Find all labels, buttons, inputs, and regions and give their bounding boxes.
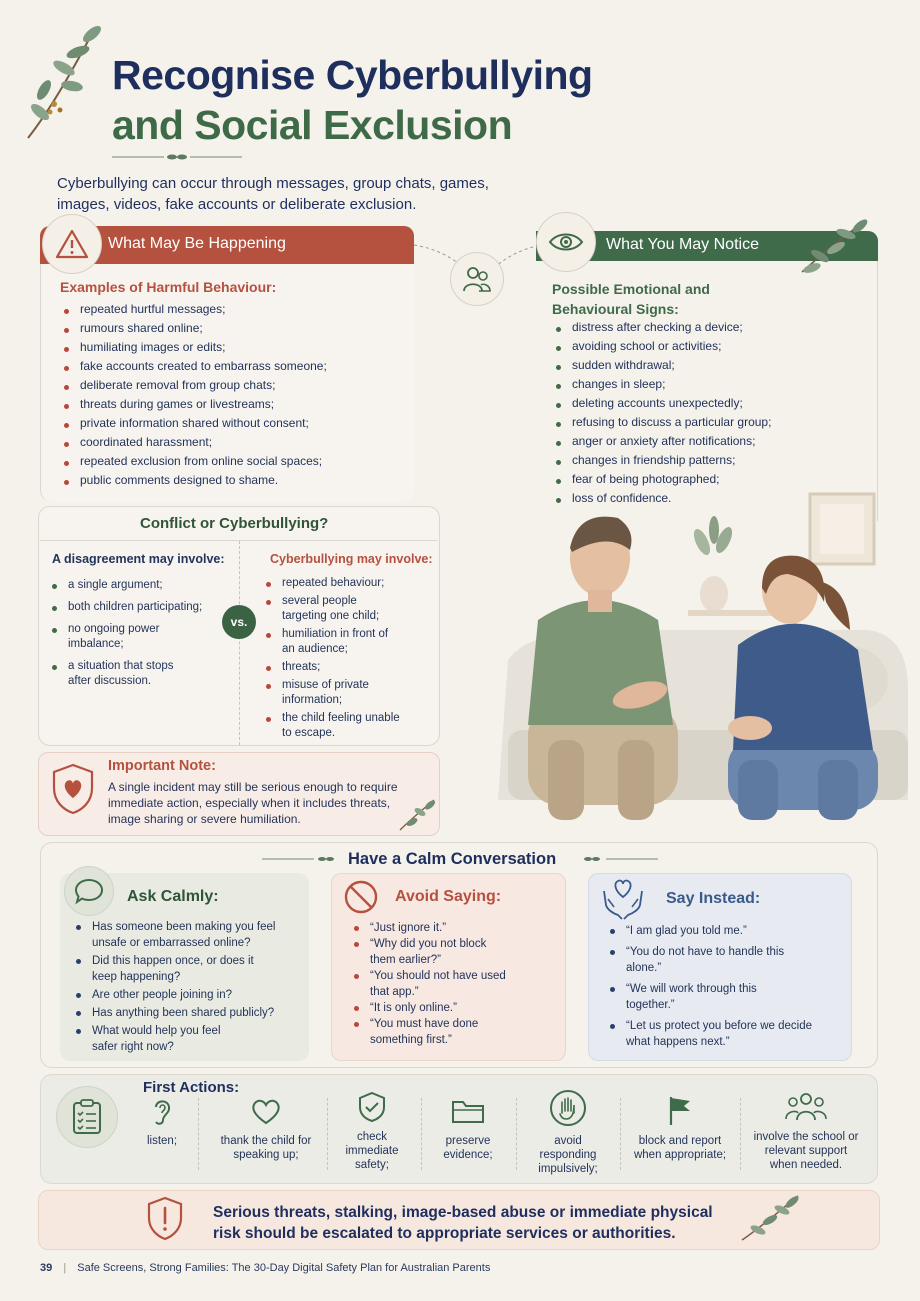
action-label: thank the child for speaking up;: [220, 1135, 312, 1161]
list-item: “You must have done something first.”: [350, 1016, 480, 1048]
heart-shield-icon: [50, 762, 96, 816]
list-item: threats;: [262, 660, 432, 675]
avoid-title: Avoid Saying:: [395, 888, 502, 905]
list-item: “Let us protect you before we decide what happens next.”: [606, 1018, 816, 1050]
list-item: fake accounts created to embarrass someone;: [60, 360, 410, 373]
note-title: Important Note:: [108, 758, 216, 774]
list-item: “I am glad you told me.”: [606, 923, 836, 939]
stop-hand-icon: [549, 1089, 587, 1127]
action-check-safety: [336, 1090, 408, 1172]
list-item: a situation that stops after discussion.: [48, 659, 188, 689]
action-label: block and report when appropriate;: [633, 1135, 727, 1161]
action-divider: [740, 1098, 741, 1170]
prohibited-icon: [343, 879, 379, 915]
action-thank: [210, 1094, 322, 1162]
list-item: changes in sleep;: [552, 378, 872, 391]
conversation-title: Have a Calm Conversation: [348, 850, 557, 868]
say-list: [606, 923, 836, 1050]
list-item: anger or anxiety after notifications;: [552, 435, 872, 448]
warning-text: Serious threats, stalking, image-based abuse or immediate physical risk should be escalated to appropriate services or authorities.: [213, 1204, 713, 1242]
action-label: preserve evidence;: [443, 1135, 493, 1161]
footer-separator: |: [63, 1262, 67, 1274]
shield-check-icon: [358, 1091, 386, 1123]
leaf-branch-icon: [20, 20, 110, 145]
action-block-report: [628, 1094, 732, 1162]
list-item: rumours shared online;: [60, 322, 410, 335]
list-item: coordinated harassment;: [60, 436, 410, 449]
parent-child-illustration: [488, 490, 920, 830]
cyberbullying-list: [262, 576, 432, 741]
action-label: involve the school or relevant support when needed.: [753, 1131, 859, 1171]
eye-icon: [548, 231, 584, 253]
action-divider: [421, 1098, 422, 1170]
header-label: What May Be Happening: [108, 235, 286, 252]
happening-list: [60, 303, 410, 493]
conflict-column-divider: [239, 541, 240, 745]
title-divider-icon: [262, 853, 342, 865]
list-item: public comments designed to shame.: [60, 474, 410, 487]
list-item: Did this happen once, or does it keep happening?: [72, 953, 272, 985]
checklist-badge: [56, 1086, 118, 1148]
list-item: a single argument;: [48, 578, 218, 593]
eye-badge: [536, 212, 596, 272]
list-item: deleting accounts unexpectedly;: [552, 397, 872, 410]
list-item: avoiding school or activities;: [552, 340, 872, 353]
action-preserve: [432, 1094, 504, 1162]
list-item: both children participating;: [48, 600, 218, 615]
group-icon: [784, 1092, 828, 1122]
list-item: no ongoing power imbalance;: [48, 622, 178, 652]
list-item: refusing to discuss a particular group;: [552, 416, 872, 429]
list-item: private information shared without consent;: [60, 417, 410, 430]
first-actions-title: First Actions:: [143, 1079, 240, 1096]
list-item: Are other people joining in?: [72, 987, 302, 1003]
list-item: misuse of private information;: [262, 678, 372, 708]
list-item: “We will work through this together.”: [606, 981, 776, 1013]
warning-triangle-badge: [42, 214, 102, 274]
action-divider: [620, 1098, 621, 1170]
heart-hands-icon: [600, 877, 646, 921]
note-text: A single incident may still be serious enough to require immediate action, especially when it includes threats, image sharing or severe humiliation.: [108, 780, 398, 826]
folder-icon: [451, 1097, 485, 1125]
list-item: repeated exclusion from online social spaces;: [60, 455, 410, 468]
notice-subtitle: Possible Emotional and Behavioural Signs:: [552, 281, 710, 317]
page-title: Recognise Cyberbullying: [112, 52, 593, 98]
cyberbullying-title: Cyberbullying may involve:: [270, 552, 433, 566]
action-listen: [134, 1094, 190, 1148]
list-item: Has someone been making you feel unsafe or embarrassed online?: [72, 919, 302, 951]
list-item: several people targeting one child;: [262, 594, 402, 624]
list-item: distress after checking a device;: [552, 321, 872, 334]
heart-icon: [250, 1097, 282, 1125]
list-item: deliberate removal from group chats;: [60, 379, 410, 392]
list-item: “You do not have to handle this alone.”: [606, 944, 796, 976]
happening-subtitle: Examples of Harmful Behaviour:: [60, 279, 277, 295]
page-subtitle: and Social Exclusion: [112, 102, 513, 148]
list-item: sudden withdrawal;: [552, 359, 872, 372]
action-label: check immediate safety;: [345, 1131, 399, 1171]
list-item: threats during games or livestreams;: [60, 398, 410, 411]
title-divider-icon: [580, 853, 660, 865]
title-divider-icon: [112, 150, 242, 164]
avoid-list: [350, 920, 550, 1048]
conflict-title: Conflict or Cyberbullying?: [140, 515, 329, 532]
notice-list: [552, 321, 872, 511]
chat-badge: [64, 866, 114, 916]
action-divider: [198, 1098, 199, 1170]
people-icon: [461, 265, 493, 293]
action-involve-school: [750, 1090, 862, 1172]
list-item: the child feeling unable to escape.: [262, 711, 402, 741]
intro-text: Cyberbullying can occur through messages, group chats, games, images, videos, fake accounts or deliberate exclusion.: [57, 175, 489, 213]
list-item: repeated hurtful messages;: [60, 303, 410, 316]
chat-bubble-icon: [74, 877, 104, 905]
shield-alert-icon: [146, 1196, 184, 1242]
action-divider: [516, 1098, 517, 1170]
disagreement-title: A disagreement may involve:: [52, 552, 225, 566]
say-title: Say Instead:: [666, 890, 761, 907]
page-number: 39: [40, 1262, 53, 1274]
list-item: “It is only online.”: [350, 1000, 550, 1016]
people-badge: [450, 252, 504, 306]
header-label: What You May Notice: [606, 236, 759, 253]
list-item: changes in friendship patterns;: [552, 454, 872, 467]
warning-triangle-icon: [55, 229, 89, 259]
list-item: “Why did you not block them earlier?”: [350, 936, 500, 968]
leaf-sprig-icon: [798, 214, 870, 276]
list-item: repeated behaviour;: [262, 576, 432, 591]
ask-title: Ask Calmly:: [127, 888, 219, 905]
ask-list: [72, 919, 302, 1055]
action-divider: [327, 1098, 328, 1170]
ear-icon: [150, 1095, 174, 1127]
list-item: humiliating images or edits;: [60, 341, 410, 354]
leaf-sprig-icon: [738, 1192, 802, 1244]
leaf-sprig-icon: [396, 796, 438, 832]
list-item: Has anything been shared publicly?: [72, 1005, 302, 1021]
clipboard-checklist-icon: [72, 1099, 102, 1135]
list-item: fear of being photographed;: [552, 473, 872, 486]
list-item: humiliation in front of an audience;: [262, 627, 392, 657]
action-label: avoid responding impulsively;: [538, 1135, 598, 1175]
book-title: Safe Screens, Strong Families: The 30-Day Digital Safety Plan for Australian Parents: [77, 1262, 491, 1274]
list-item: What would help you feel safer right now?: [72, 1023, 232, 1055]
disagreement-list: [48, 578, 218, 689]
action-label: listen;: [146, 1135, 178, 1147]
vs-badge: vs.: [222, 605, 256, 639]
list-item: “You should not have used that app.”: [350, 968, 520, 1000]
action-avoid-impulse: [526, 1088, 610, 1176]
footer: [40, 1262, 490, 1274]
flag-icon: [666, 1095, 694, 1127]
list-item: loss of confidence.: [552, 492, 872, 505]
list-item: “Just ignore it.”: [350, 920, 550, 936]
